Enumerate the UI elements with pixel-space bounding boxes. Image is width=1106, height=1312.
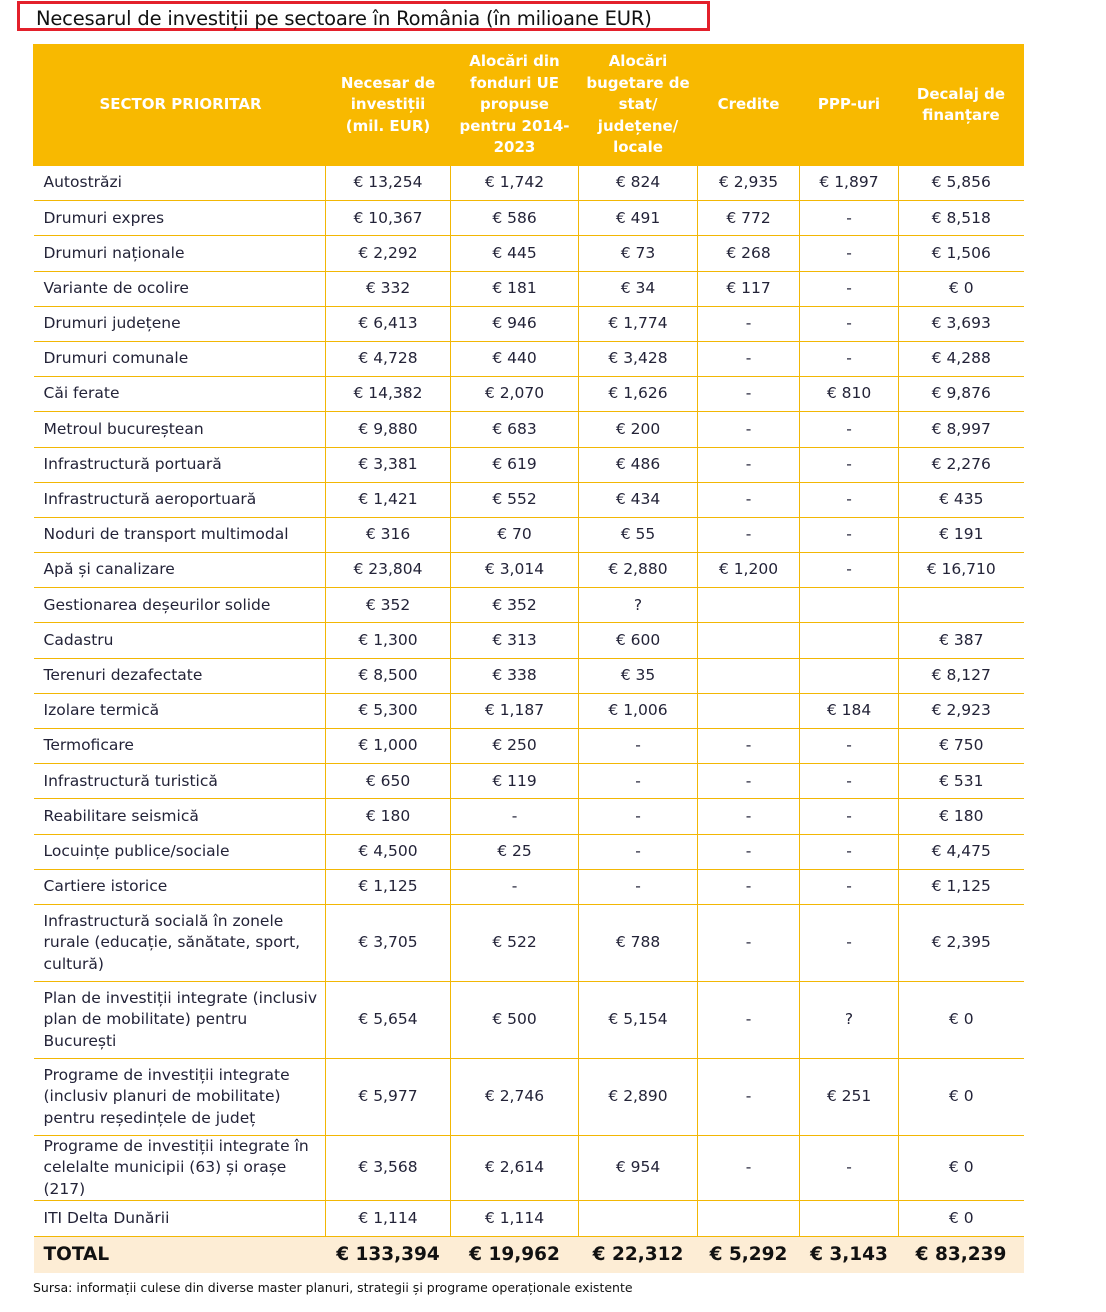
credits-cell: - — [698, 904, 800, 981]
funding-gap-cell: € 8,127 — [899, 658, 1024, 693]
ppp-cell: € 1,897 — [800, 166, 899, 201]
funding-gap-cell: € 180 — [899, 799, 1024, 834]
ppp-cell: - — [800, 799, 899, 834]
eu-funds-cell: € 313 — [451, 623, 579, 658]
investment-need-cell: € 1,300 — [326, 623, 451, 658]
funding-gap-cell: € 5,856 — [899, 166, 1024, 201]
budget-cell: - — [579, 764, 698, 799]
table-row — [34, 764, 1024, 799]
budget-cell: € 788 — [579, 904, 698, 981]
ppp-cell — [800, 623, 899, 658]
ppp-cell: - — [800, 869, 899, 904]
ppp-cell: - — [800, 904, 899, 981]
eu-funds-cell: € 352 — [451, 588, 579, 623]
funding-gap-cell: € 0 — [899, 981, 1024, 1058]
budget-cell: € 1,774 — [579, 306, 698, 341]
table-row — [34, 412, 1024, 447]
sector-cell: Infrastructură socială în zonele rurale (educație, sănătate, sport, cultură) — [34, 904, 326, 981]
eu-funds-cell: € 70 — [451, 517, 579, 552]
credits-cell: - — [698, 834, 800, 869]
budget-cell: € 2,890 — [579, 1058, 698, 1135]
investment-need-cell: € 3,568 — [326, 1135, 451, 1201]
investment-need-cell: € 23,804 — [326, 553, 451, 588]
sector-cell: Drumuri expres — [34, 201, 326, 236]
sector-cell: Termoficare — [34, 729, 326, 764]
sector-cell: Drumuri județene — [34, 306, 326, 341]
table-row — [34, 1201, 1024, 1236]
credits-cell: - — [698, 729, 800, 764]
credits-cell: - — [698, 764, 800, 799]
budget-cell: € 600 — [579, 623, 698, 658]
ppp-cell — [800, 658, 899, 693]
ppp-cell: - — [800, 834, 899, 869]
credits-cell — [698, 658, 800, 693]
ppp-cell: - — [800, 412, 899, 447]
investment-need-cell: € 5,300 — [326, 693, 451, 728]
header-funding-gap: Decalaj de finanțare — [899, 44, 1024, 166]
table-row — [34, 658, 1024, 693]
table-row — [34, 981, 1024, 1058]
funding-gap-cell: € 0 — [899, 1058, 1024, 1135]
table-row — [34, 623, 1024, 658]
budget-cell: € 434 — [579, 482, 698, 517]
table-row — [34, 447, 1024, 482]
investment-need-cell: € 2,292 — [326, 236, 451, 271]
investment-need-cell: € 9,880 — [326, 412, 451, 447]
budget-cell: - — [579, 834, 698, 869]
ppp-cell: - — [800, 764, 899, 799]
budget-cell: - — [579, 869, 698, 904]
header-credits: Credite — [698, 44, 800, 166]
eu-funds-cell: € 119 — [451, 764, 579, 799]
ppp-cell — [800, 588, 899, 623]
eu-funds-cell: € 500 — [451, 981, 579, 1058]
funding-gap-cell: € 16,710 — [899, 553, 1024, 588]
sector-cell: Infrastructură portuară — [34, 447, 326, 482]
investment-need-cell: € 10,367 — [326, 201, 451, 236]
credits-cell: - — [698, 377, 800, 412]
sector-cell: Gestionarea deșeurilor solide — [34, 588, 326, 623]
eu-funds-cell: € 946 — [451, 306, 579, 341]
investment-need-cell: € 180 — [326, 799, 451, 834]
eu-funds-cell: € 2,614 — [451, 1135, 579, 1201]
sector-cell: Infrastructură turistică — [34, 764, 326, 799]
funding-gap-cell: € 387 — [899, 623, 1024, 658]
ppp-cell: ? — [800, 981, 899, 1058]
credits-cell: € 1,200 — [698, 553, 800, 588]
total-eu-funds-cell: € 19,962 — [451, 1236, 579, 1273]
table-row — [34, 377, 1024, 412]
investment-need-cell: € 1,000 — [326, 729, 451, 764]
sector-cell: Autostrăzi — [34, 166, 326, 201]
budget-cell: € 486 — [579, 447, 698, 482]
table-row — [34, 236, 1024, 271]
eu-funds-cell: € 683 — [451, 412, 579, 447]
sector-cell: Plan de investiții integrate (inclusiv plan de mobilitate) pentru București — [34, 981, 326, 1058]
table-row — [34, 869, 1024, 904]
funding-gap-cell: € 2,923 — [899, 693, 1024, 728]
funding-gap-cell: € 3,693 — [899, 306, 1024, 341]
investment-need-cell: € 13,254 — [326, 166, 451, 201]
eu-funds-cell: € 181 — [451, 271, 579, 306]
investment-need-cell: € 650 — [326, 764, 451, 799]
source-note: Sursa: informații culese din diverse master planuri, strategii și programe operaționale existente — [33, 1280, 633, 1295]
funding-gap-cell: € 8,997 — [899, 412, 1024, 447]
budget-cell: € 200 — [579, 412, 698, 447]
ppp-cell: € 251 — [800, 1058, 899, 1135]
funding-gap-cell: € 1,506 — [899, 236, 1024, 271]
ppp-cell: - — [800, 236, 899, 271]
investment-need-cell: € 5,654 — [326, 981, 451, 1058]
total-budget-cell: € 22,312 — [579, 1236, 698, 1273]
table-row — [34, 201, 1024, 236]
ppp-cell: - — [800, 1135, 899, 1201]
ppp-cell: - — [800, 482, 899, 517]
investment-need-cell: € 3,705 — [326, 904, 451, 981]
sector-cell: Metroul bucureștean — [34, 412, 326, 447]
investment-need-cell: € 4,500 — [326, 834, 451, 869]
funding-gap-cell: € 0 — [899, 1135, 1024, 1201]
budget-cell: € 1,006 — [579, 693, 698, 728]
eu-funds-cell: € 586 — [451, 201, 579, 236]
eu-funds-cell: € 250 — [451, 729, 579, 764]
sector-cell: Cadastru — [34, 623, 326, 658]
header-sector: SECTOR PRIORITAR — [34, 44, 326, 166]
budget-cell: € 55 — [579, 517, 698, 552]
investment-need-cell: € 14,382 — [326, 377, 451, 412]
table-row — [34, 588, 1024, 623]
budget-cell: - — [579, 729, 698, 764]
header-eu-funds: Alocări din fonduri UE propuse pentru 2014-2023 — [451, 44, 579, 166]
header-ppp: PPP-uri — [800, 44, 899, 166]
funding-gap-cell: € 9,876 — [899, 377, 1024, 412]
budget-cell: € 5,154 — [579, 981, 698, 1058]
ppp-cell: - — [800, 306, 899, 341]
eu-funds-cell: € 445 — [451, 236, 579, 271]
eu-funds-cell: € 522 — [451, 904, 579, 981]
eu-funds-cell: € 2,070 — [451, 377, 579, 412]
sector-cell: Drumuri comunale — [34, 341, 326, 376]
investment-need-cell: € 316 — [326, 517, 451, 552]
header-budget-allocations: Alocări bugetare de stat/ județene/ locale — [579, 44, 698, 166]
sector-cell: Căi ferate — [34, 377, 326, 412]
page-title: Necesarul de investiții pe sectoare în România (în milioane EUR) — [36, 7, 652, 30]
sector-cell: ITI Delta Dunării — [34, 1201, 326, 1236]
sector-cell: Drumuri naționale — [34, 236, 326, 271]
sector-cell: Variante de ocolire — [34, 271, 326, 306]
ppp-cell: € 184 — [800, 693, 899, 728]
budget-cell — [579, 1201, 698, 1236]
eu-funds-cell: € 1,742 — [451, 166, 579, 201]
investment-table — [33, 44, 1024, 1273]
credits-cell: - — [698, 869, 800, 904]
investment-need-cell: € 1,125 — [326, 869, 451, 904]
ppp-cell: - — [800, 729, 899, 764]
funding-gap-cell: € 191 — [899, 517, 1024, 552]
total-credits-cell: € 5,292 — [698, 1236, 800, 1273]
investment-need-cell: € 1,421 — [326, 482, 451, 517]
table-row — [34, 693, 1024, 728]
sector-cell: Apă și canalizare — [34, 553, 326, 588]
budget-cell: € 3,428 — [579, 341, 698, 376]
table-header-row — [34, 44, 1024, 166]
sector-cell: Reabilitare seismică — [34, 799, 326, 834]
funding-gap-cell: € 4,288 — [899, 341, 1024, 376]
investment-need-cell: € 5,977 — [326, 1058, 451, 1135]
budget-cell: - — [579, 799, 698, 834]
table-row — [34, 904, 1024, 981]
ppp-cell: - — [800, 271, 899, 306]
funding-gap-cell: € 435 — [899, 482, 1024, 517]
funding-gap-cell: € 0 — [899, 1201, 1024, 1236]
funding-gap-cell: € 8,518 — [899, 201, 1024, 236]
credits-cell: - — [698, 517, 800, 552]
budget-cell: € 491 — [579, 201, 698, 236]
credits-cell — [698, 623, 800, 658]
investment-need-cell: € 352 — [326, 588, 451, 623]
funding-gap-cell: € 531 — [899, 764, 1024, 799]
credits-cell: - — [698, 981, 800, 1058]
table-row — [34, 1058, 1024, 1135]
credits-cell: € 772 — [698, 201, 800, 236]
eu-funds-cell: € 619 — [451, 447, 579, 482]
eu-funds-cell: € 1,114 — [451, 1201, 579, 1236]
sector-cell: Cartiere istorice — [34, 869, 326, 904]
table-row — [34, 166, 1024, 201]
credits-cell: - — [698, 306, 800, 341]
sector-cell: Infrastructură aeroportuară — [34, 482, 326, 517]
eu-funds-cell: € 338 — [451, 658, 579, 693]
sector-cell: Noduri de transport multimodal — [34, 517, 326, 552]
total-label: TOTAL — [34, 1236, 326, 1273]
ppp-cell: - — [800, 201, 899, 236]
table-row — [34, 306, 1024, 341]
credits-cell: - — [698, 341, 800, 376]
eu-funds-cell: € 3,014 — [451, 553, 579, 588]
funding-gap-cell: € 2,276 — [899, 447, 1024, 482]
investment-need-cell: € 6,413 — [326, 306, 451, 341]
budget-cell: € 1,626 — [579, 377, 698, 412]
sector-cell: Terenuri dezafectate — [34, 658, 326, 693]
budget-cell: € 954 — [579, 1135, 698, 1201]
budget-cell: ? — [579, 588, 698, 623]
ppp-cell: - — [800, 517, 899, 552]
eu-funds-cell: - — [451, 799, 579, 834]
funding-gap-cell: € 0 — [899, 271, 1024, 306]
credits-cell — [698, 693, 800, 728]
credits-cell — [698, 1201, 800, 1236]
funding-gap-cell: € 4,475 — [899, 834, 1024, 869]
table-row — [34, 1135, 1024, 1201]
credits-cell: - — [698, 799, 800, 834]
budget-cell: € 824 — [579, 166, 698, 201]
budget-cell: € 35 — [579, 658, 698, 693]
credits-cell: - — [698, 482, 800, 517]
total-ppp-cell: € 3,143 — [800, 1236, 899, 1273]
sector-cell: Programe de investiții integrate în celelalte municipii (63) și orașe (217) — [34, 1135, 326, 1201]
investment-need-cell: € 1,114 — [326, 1201, 451, 1236]
funding-gap-cell: € 2,395 — [899, 904, 1024, 981]
ppp-cell: € 810 — [800, 377, 899, 412]
table-row — [34, 482, 1024, 517]
investment-need-cell: € 8,500 — [326, 658, 451, 693]
budget-cell: € 73 — [579, 236, 698, 271]
credits-cell: € 2,935 — [698, 166, 800, 201]
funding-gap-cell: € 1,125 — [899, 869, 1024, 904]
investment-need-cell: € 3,381 — [326, 447, 451, 482]
ppp-cell: - — [800, 447, 899, 482]
table-row — [34, 553, 1024, 588]
credits-cell: - — [698, 447, 800, 482]
table-row — [34, 729, 1024, 764]
title-highlight-box — [17, 1, 710, 31]
funding-gap-cell — [899, 588, 1024, 623]
ppp-cell — [800, 1201, 899, 1236]
eu-funds-cell: € 25 — [451, 834, 579, 869]
total-funding-gap-cell: € 83,239 — [899, 1236, 1024, 1273]
total-row — [34, 1236, 1024, 1273]
sector-cell: Izolare termică — [34, 693, 326, 728]
budget-cell: € 34 — [579, 271, 698, 306]
sector-cell: Locuințe publice/sociale — [34, 834, 326, 869]
table-row — [34, 341, 1024, 376]
eu-funds-cell: - — [451, 869, 579, 904]
ppp-cell: - — [800, 553, 899, 588]
eu-funds-cell: € 1,187 — [451, 693, 579, 728]
eu-funds-cell: € 2,746 — [451, 1058, 579, 1135]
budget-cell: € 2,880 — [579, 553, 698, 588]
funding-gap-cell: € 750 — [899, 729, 1024, 764]
credits-cell: - — [698, 1135, 800, 1201]
table-row — [34, 517, 1024, 552]
credits-cell: - — [698, 1058, 800, 1135]
credits-cell: € 117 — [698, 271, 800, 306]
ppp-cell: - — [800, 341, 899, 376]
total-investment-need-cell: € 133,394 — [326, 1236, 451, 1273]
investment-need-cell: € 332 — [326, 271, 451, 306]
sector-cell: Programe de investiții integrate (inclusiv planuri de mobilitate) pentru reședințele de județ — [34, 1058, 326, 1135]
credits-cell — [698, 588, 800, 623]
table-row — [34, 834, 1024, 869]
table-row — [34, 799, 1024, 834]
credits-cell: - — [698, 412, 800, 447]
credits-cell: € 268 — [698, 236, 800, 271]
eu-funds-cell: € 552 — [451, 482, 579, 517]
header-investment-need: Necesar de investiții (mil. EUR) — [326, 44, 451, 166]
eu-funds-cell: € 440 — [451, 341, 579, 376]
table-row — [34, 271, 1024, 306]
investment-need-cell: € 4,728 — [326, 341, 451, 376]
